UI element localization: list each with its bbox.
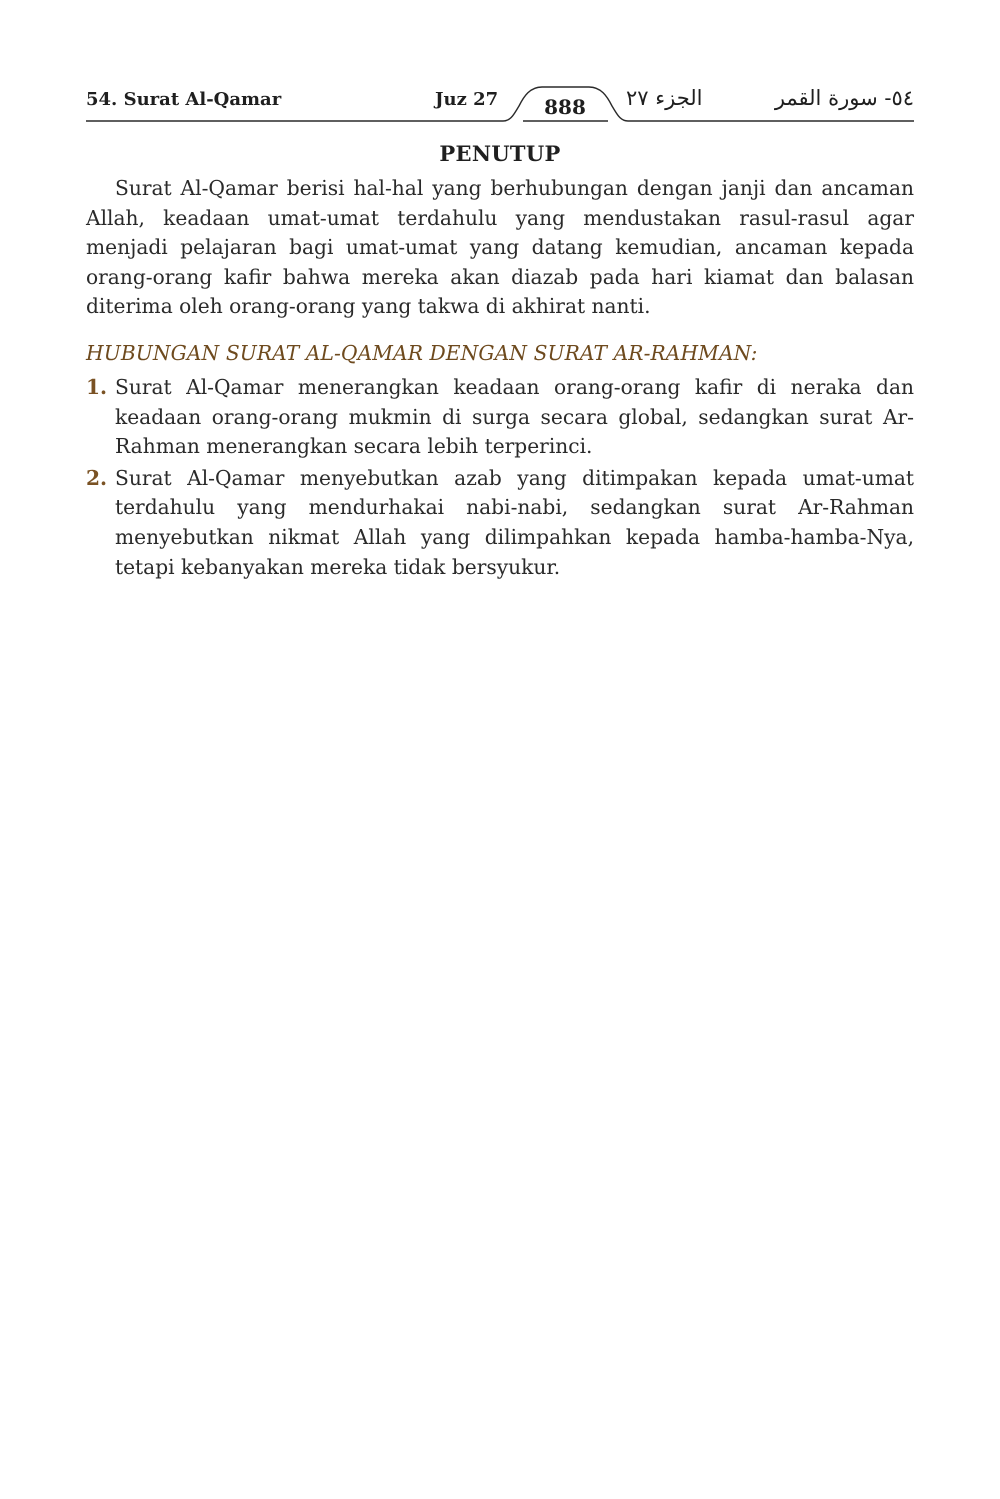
section-title: PENUTUP (439, 141, 561, 166)
list-item (86, 373, 914, 462)
juz-label-latin: Juz 27 (435, 89, 499, 110)
relation-list (86, 373, 914, 584)
relation-heading: HUBUNGAN SURAT AL-QAMAR DENGAN SURAT AR-RAHMAN: (86, 341, 758, 365)
list-item-text: Surat Al-Qamar menerangkan keadaan orang-orang kafir di neraka dan keadaan orang-orang mukmin di surga secara global, sedangkan surat Ar-Rahman menerangkan secara lebih terperinci. (115, 375, 914, 459)
surah-name-latin: 54. Surat Al-Qamar (86, 89, 282, 110)
closing-paragraph: Surat Al-Qamar berisi hal-hal yang berhubungan dengan janji dan ancaman Allah, keadaan umat-umat terdahulu yang mendustakan rasul-rasul agar menjadi pelajaran bagi umat-umat yang datang kemudian, ancaman kepada orang-orang kafir bahwa mereka akan diazab pada hari kiamat dan balasan diterima oleh orang-orang yang takwa di akhirat nanti. (86, 176, 914, 319)
surah-name-arabic: ٥٤- سورة القمر (774, 86, 914, 110)
list-item (86, 464, 914, 582)
list-item-number: 2. (86, 465, 108, 490)
page-number: 888 (544, 95, 586, 119)
running-header (86, 84, 914, 128)
list-item-text: Surat Al-Qamar menyebutkan azab yang ditimpakan kepada umat-umat terdahulu yang mendurhakai nabi-nabi, sedangkan surat Ar-Rahman menyebutkan nikmat Allah yang dilimpahkan kepada hamba-hamba-Nya, tetapi kebanyakan mereka tidak bersyukur. (115, 465, 914, 579)
juz-label-arabic: الجزء ٢٧ (626, 86, 703, 110)
list-item-number: 1. (86, 375, 108, 399)
